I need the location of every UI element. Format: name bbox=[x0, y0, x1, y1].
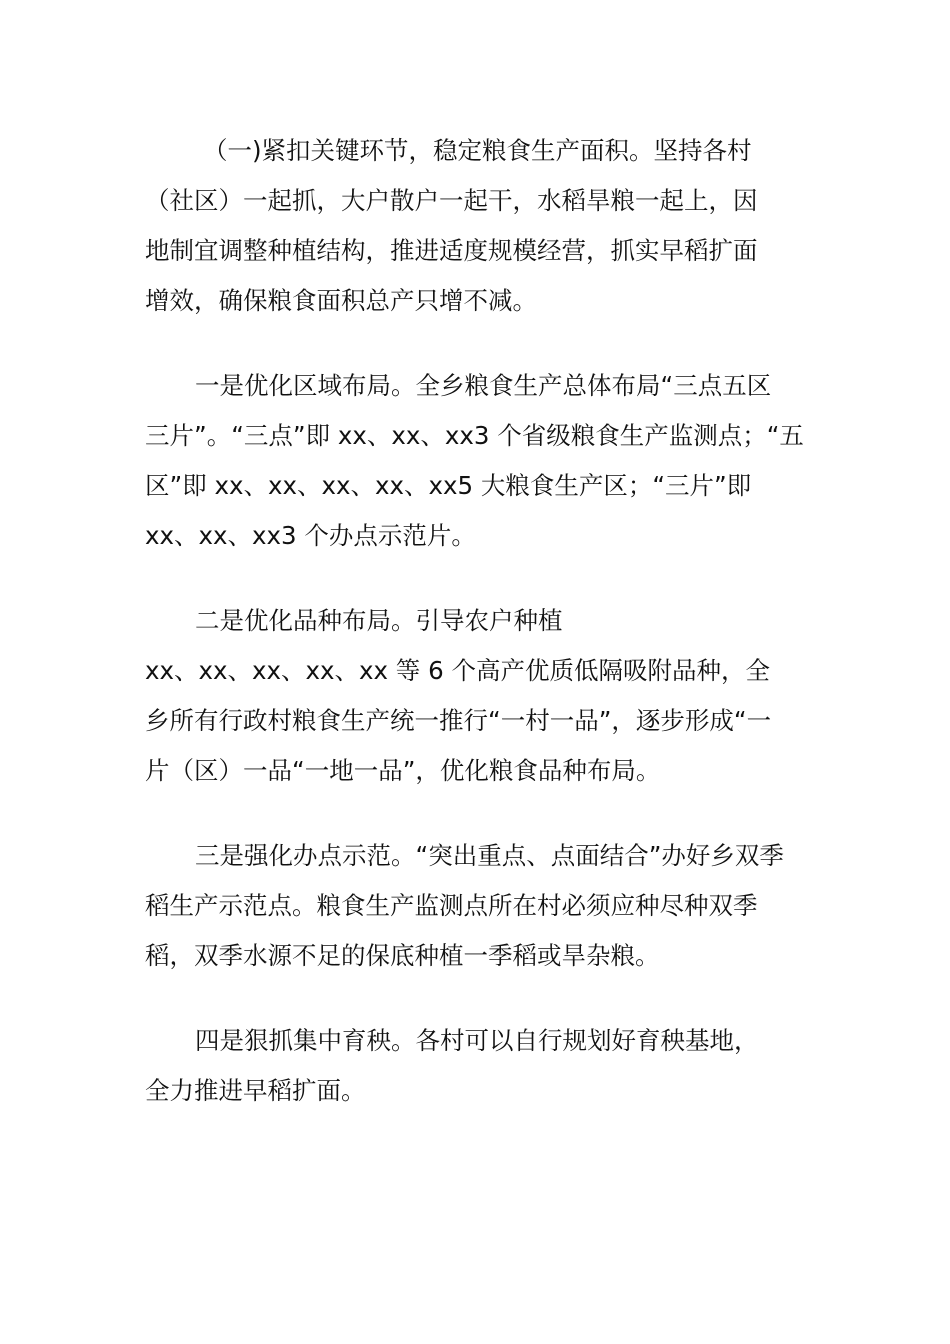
paragraph-1 bbox=[145, 126, 810, 326]
paragraph-3 bbox=[145, 596, 810, 796]
paragraph-line: 四是狠抓集中育秧。各村可以自行规划好育秧基地， bbox=[195, 1026, 759, 1055]
paragraph-line: （社区）一起抓，大户散户一起干，水稻旱粮一起上，因 bbox=[145, 186, 758, 215]
paragraph-2 bbox=[145, 361, 810, 561]
paragraph-line: 一是优化区域布局。全乡粮食生产总体布局“三点五区 bbox=[195, 371, 772, 400]
paragraph-5 bbox=[145, 1016, 810, 1116]
paragraph-line: 全力推进早稻扩面。 bbox=[145, 1076, 366, 1105]
paragraph-line: xx、xx、xx3 个办点示范片。 bbox=[145, 521, 476, 550]
document-body bbox=[145, 126, 810, 1151]
paragraph-line: 地制宜调整种植结构，推进适度规模经营，抓实早稻扩面 bbox=[145, 236, 758, 265]
paragraph-line: 稻，双季水源不足的保底种植一季稻或旱杂粮。 bbox=[145, 941, 660, 970]
paragraph-line: （一)紧扣关键环节，稳定粮食生产面积。坚持各村 bbox=[203, 136, 752, 165]
paragraph-line: 三片”。“三点”即 xx、xx、xx3 个省级粮食生产监测点；“五 bbox=[145, 421, 804, 450]
paragraph-line: 区”即 xx、xx、xx、xx、xx5 大粮食生产区；“三片”即 bbox=[145, 471, 752, 500]
paragraph-4 bbox=[145, 831, 810, 981]
paragraph-line: 稻生产示范点。粮食生产监测点所在村必须应种尽种双季 bbox=[145, 891, 758, 920]
paragraph-line: 二是优化品种布局。引导农户种植 bbox=[195, 606, 563, 635]
paragraph-line: 乡所有行政村粮食生产统一推行“一村一品”，逐步形成“一 bbox=[145, 706, 772, 735]
paragraph-line: 三是强化办点示范。“突出重点、点面结合”办好乡双季 bbox=[195, 841, 784, 870]
paragraph-line: 片（区）一品“一地一品”，优化粮食品种布局。 bbox=[145, 756, 661, 785]
paragraph-line: xx、xx、xx、xx、xx 等 6 个高产优质低隔吸附品种，全 bbox=[145, 656, 770, 685]
paragraph-line: 增效，确保粮食面积总产只增不减。 bbox=[145, 286, 537, 315]
